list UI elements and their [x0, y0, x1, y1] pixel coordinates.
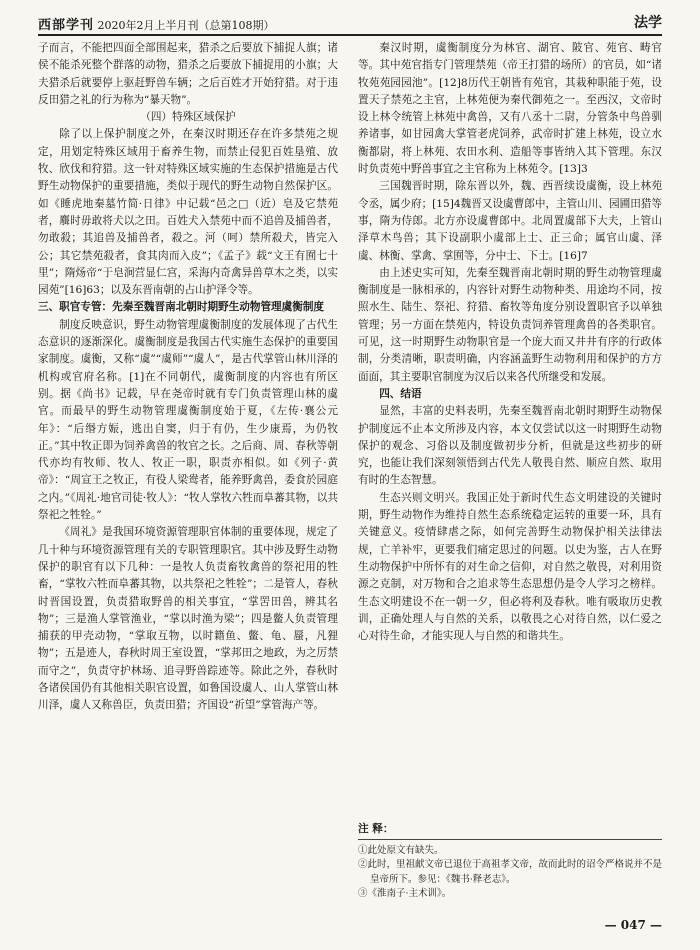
- left-column: [38, 40, 338, 715]
- paragraph: 除了以上保护制度之外，在秦汉时期还存在许多禁苑之规定，用划定特殊区域用于畜养生物，而禁止侵犯百姓垦殖、放牧、欣伐和狩猎。这一针对特殊区域实施的生态保护措施是古代野生动物保护的重要措施，类似于现代的野生动物自然保护区。如《睡虎地秦墓竹简·日律》中记载“邑之□（近）皂及它禁苑者，麛时毋敢将犬以之田。百姓犬入禁苑中而不追兽及捕兽者，勿敢殺；其追兽及捕兽者，殺之。河（呵）禁所殺犬，皆完入公；其它禁苑殺者，食其肉而入皮”；《孟子》载“文王有囿七十里”；隋炀帝“于皂涧营显仁宫，采海内奇禽异兽草木之类，以实园苑”[16]63；以及东晋南朝的占山护泽令等。: [38, 128, 338, 297]
- footnote: ②此时，里祖献文帝已退位于高祖孝文帝，故而此时的诏令严格说并不是皇帝所下。参见：《魏书·释老志》。: [358, 859, 663, 885]
- section-heading: 三、职官专管：先秦至魏晋南北朝时期野生动物管理虞衡制度: [38, 301, 325, 314]
- paragraph: 秦汉时期，虞衡制度分为林官、湖官、陂官、苑官、畴官等。其中苑官指专门管理禁苑（帝王打猎的场所）的官员，如“诸牧苑苑园园池”。[12]8历代王朝皆有苑官，其栽种职能于苑，设置天子禁苑之主官，上林苑便为秦代御苑之一。至西汉，文帝时设上林令统管上林苑中禽兽，又有八丞十二尉，分管条中鸟兽驯养诸事，如甘园禽大掌管老虎饲养，武帝时扩建上林苑，设立水衡都尉，将上林苑、农田水利、造船等事皆纳入其下管理。东汉时负责苑中野兽事宜之主官称为上林苑令。[13]3: [358, 42, 662, 176]
- footnotes-title: 注 释：: [358, 823, 394, 835]
- paragraph: 制度反映意识，野生动物管理虞衡制度的发展体现了古代生态意识的逐渐深化。虞衡制度是我国古代实施生态保护的重要国家制度。虞衡，又称“虞”“虞师”“虞人”，是古代掌管山林川泽的机构或官府名称。[1]在不同朝代，虞衡制度的内容也有所区别。据《尚书》记载，早在尧帝时就有专门负责管理山林的虞官。而最早的野生动物管理虞衡制度始于夏，《左传·襄公元年》：“后缗方娠，逃出自窦，归于有仍，生少康焉，为仍牧正。”其中牧正即为饲养禽兽的牧官之长。之后商、周、春秋等朝代亦均有牧师、牧人、牧正一职，职责亦相似。如《列子·黄帝》：“周宣王之牧正，有役人梁鸯者，能养野禽兽，委食於园庭之内。”《周礼·地官司徒·牧人》：“牧人掌牧六牲而阜蕃其物，以共祭祀之牲牷。”: [38, 318, 338, 522]
- right-column: [358, 40, 662, 645]
- subsection-heading: （四）特殊区域保护: [140, 111, 236, 124]
- footnotes-divider: [358, 839, 662, 840]
- paragraph: 显然，丰富的史料表明，先秦至魏晋南北朝时期野生动物保护制度远不止本文所涉及内容，本文仅尝试以这一时期野生动物保护的观念、习俗以及制度做初步分析，但就是这些初步的研究，也能让我们深刻领悟到古代先人敬畏自然、顺应自然、取用有时的生态智慧。: [358, 405, 662, 487]
- paragraph: 由上述史实可知，先秦至魏晋南北朝时期的野生动物管理虞衡制度是一脉相承的，内容针对野生动物种类、用途均不同，按照水生、陆生、祭祀、狩猎、畜牧等角度分别设置职官予以单独管理；另一方面在禁苑内，特设负责饲养管理禽兽的各类职官。可见，这一时期野生动物职官是一个庞大而又井井有序的行政体制，分类清晰，职责明确，内容涵盖野生动物利用和保护的方方面面，其主要职官制度为汉后以来各代所继受和发展。: [358, 266, 662, 383]
- journal-logo: 西部学刊: [38, 18, 95, 33]
- section-heading: 四、结语: [379, 387, 422, 400]
- section-label: 法学: [634, 15, 662, 31]
- footnote: ③《淮南子·主术训》。: [358, 888, 452, 899]
- paragraph: 三国魏晋时期，除东晋以外，魏、西晋续设虞衡，设上林苑令丞，属少府；[15]4魏晋又设虞曹郎中，主管山川、园圃田猎等事，隋为侍郎。北方亦设虞曹郎中。北周置虞部下大夫，上管山泽草木鸟兽；其下设副职小虞部上士、正三命；属官山虞、泽虞、林衡、掌禽、掌囿等，分中士、下士。[16]7: [358, 180, 662, 262]
- journal-info: [38, 14, 275, 33]
- page-header: [38, 12, 662, 36]
- footnote: ①此处原文有缺失。: [358, 844, 444, 856]
- footnotes: [358, 822, 662, 902]
- page-number: — 047 —: [604, 918, 662, 932]
- paragraph: 子而言，不能把四面全部围起来，猎杀之后要放下捕捉人旗；诸侯不能杀死整个群落的动物，猎杀之后要放下捕捉用的小旗；大夫猎杀后就要停上驱赶野兽车辆；之后百姓才开始狩猎。对于违反田猎之礼的行为称为“暴天物”。: [38, 42, 338, 106]
- paragraph: 《周礼》是我国环境资源管理职官体制的重要体现，规定了几十种与环境资源管理有关的专职管理职官。其中涉及野生动物保护的职官有以下几种：一是牧人负责畜牧禽兽的祭祀用的牲畜，“掌牧六牲而阜蕃其物，以共祭祀之牲牷”；二是管人，春秋时晋国设置，负责猎取野兽的相关事宜，“掌罟田兽，辨其名物”；三是渔人掌管渔业，“掌以时渔为梁”；四是鳖人负责管理捕获的甲壳动物，“掌取互物，以时籍鱼、鳖、龟、蜃，凡狸物”；五是迹人，春秋时周王室设置，“掌邦田之地政，为之厉禁而守之”，负责守护林场、追寻野兽踪迹等。除此之外，春秋时各诸侯国仍有其他相关职官设置，如鲁国设虞人、山人掌管山林川泽，虞人又称兽臣，负责田猎；齐国设“祈望”掌管海产等。: [38, 526, 338, 712]
- paragraph: 生态兴则文明兴。我国正处于新时代生态文明建设的关键时期，野生动物作为维持自然生态系统稳定运转的重要一环，具有关键意义。疫情肆虐之际，如何完善野生动物保护相关法律法规，亡羊补牢，更要我们痛定思过的问题。以史为鉴，古人在野生动物保护中所怀有的对生命之信仰，对自然之敬畏，对利用资源之克制，对万物和合之追求等生态思想仍是令人学习之榜样。生态文明建设不在一朝一夕，但必将利及春秋。唯有吸取历史教训，正确处理人与自然的关系，以敬畏之心对待自然，以仁爱之心对待生命，才能实现人与自然的和谐共生。: [358, 491, 662, 643]
- issue-info: 2020年2月上半月刊（总第108期）: [97, 19, 275, 32]
